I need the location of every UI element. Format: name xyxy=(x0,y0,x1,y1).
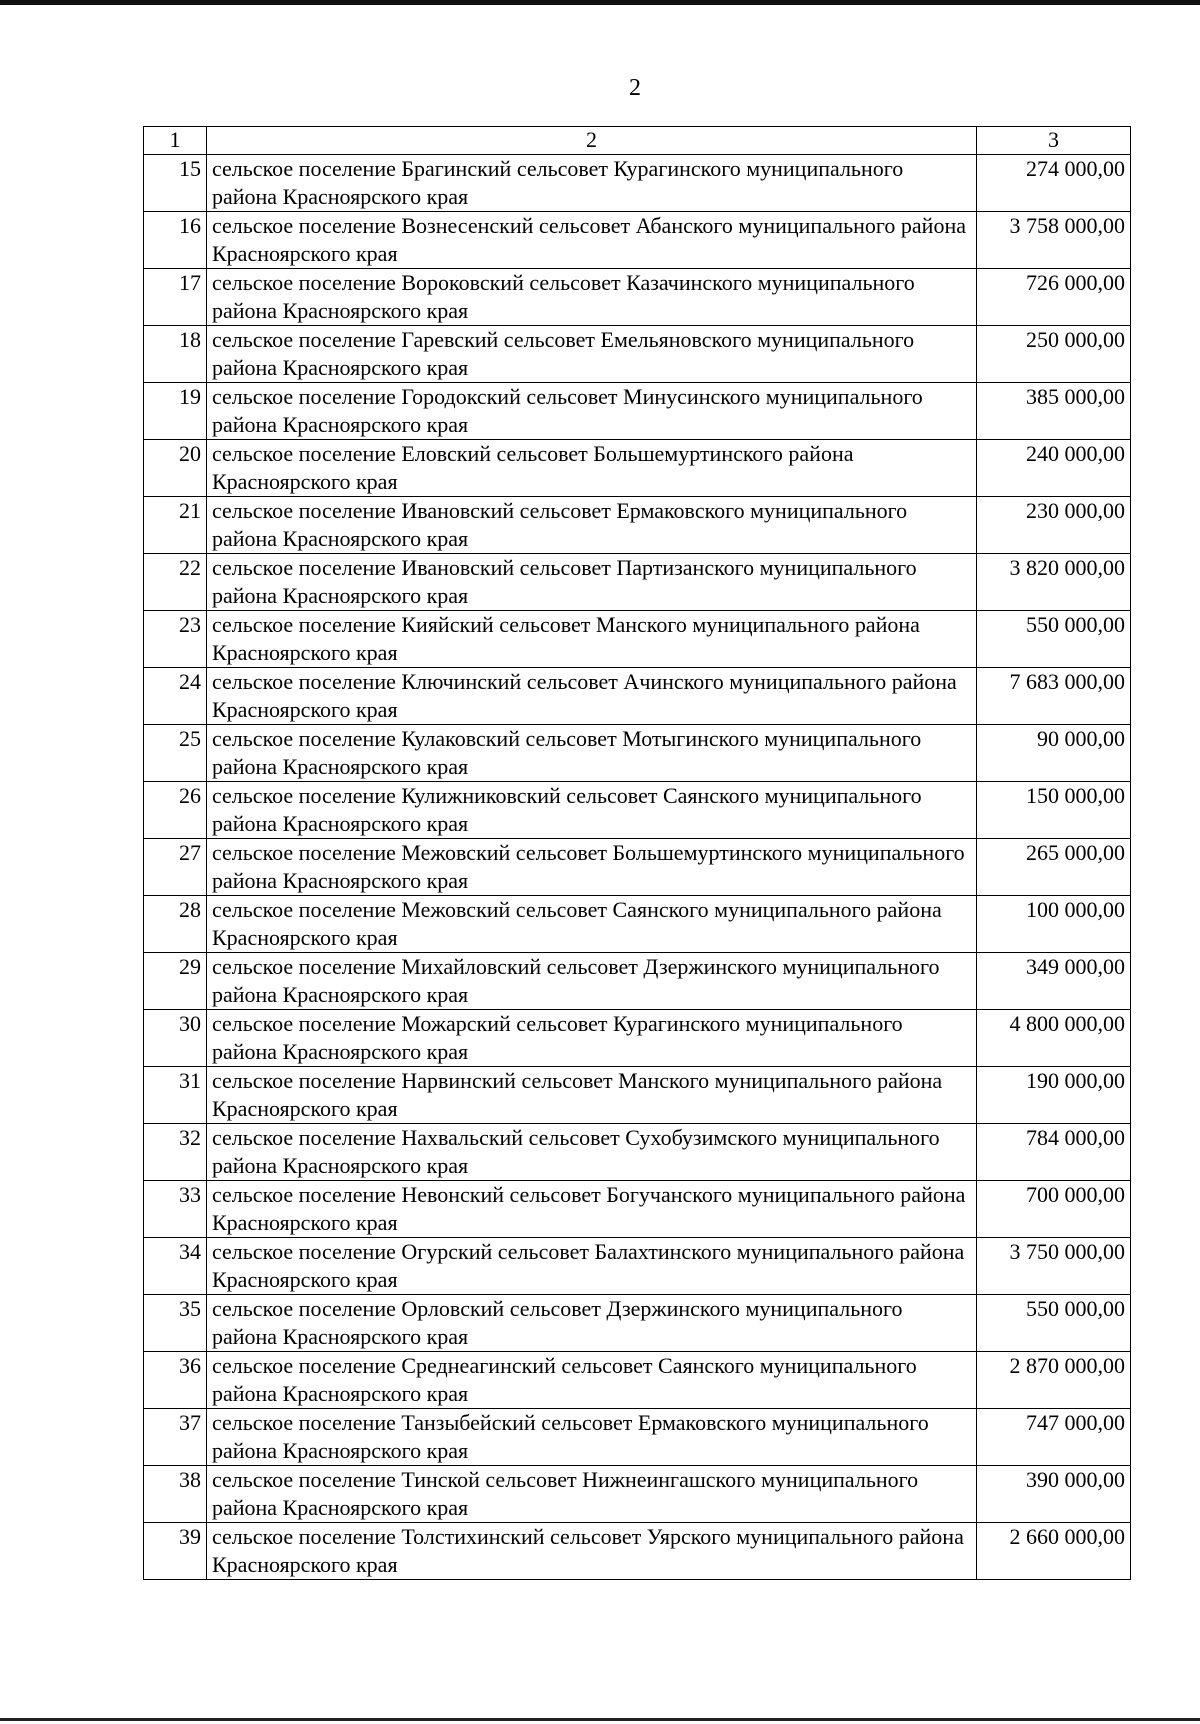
table-row xyxy=(144,1523,1131,1580)
row-number-cell: 35 xyxy=(144,1295,207,1352)
row-number-cell: 31 xyxy=(144,1067,207,1124)
amount-cell: 3 758 000,00 xyxy=(977,212,1131,269)
settlement-name-cell: сельское поселение Ивановский сельсовет Партизанского муниципального района Красноярского края xyxy=(207,554,977,611)
amount-cell: 230 000,00 xyxy=(977,497,1131,554)
row-number-cell: 22 xyxy=(144,554,207,611)
table-row xyxy=(144,896,1131,953)
table-row xyxy=(144,212,1131,269)
table-header-row xyxy=(144,127,1131,155)
row-number-cell: 30 xyxy=(144,1010,207,1067)
settlement-name-cell: сельское поселение Вороковский сельсовет Казачинского муниципального района Красноярского края xyxy=(207,269,977,326)
amount-cell: 90 000,00 xyxy=(977,725,1131,782)
amount-cell: 747 000,00 xyxy=(977,1409,1131,1466)
row-number-cell: 28 xyxy=(144,896,207,953)
table-row xyxy=(144,383,1131,440)
amount-cell: 2 660 000,00 xyxy=(977,1523,1131,1580)
table-body xyxy=(144,127,1131,1580)
settlement-name-cell: сельское поселение Толстихинский сельсовет Уярского муниципального района Красноярского края xyxy=(207,1523,977,1580)
row-number-cell: 16 xyxy=(144,212,207,269)
settlement-name-cell: сельское поселение Нарвинский сельсовет Манского муниципального района Красноярского края xyxy=(207,1067,977,1124)
table-row xyxy=(144,668,1131,725)
amount-cell: 349 000,00 xyxy=(977,953,1131,1010)
amount-cell: 390 000,00 xyxy=(977,1466,1131,1523)
amount-cell: 274 000,00 xyxy=(977,155,1131,212)
row-number-cell: 17 xyxy=(144,269,207,326)
table-row xyxy=(144,839,1131,896)
header-cell-amount: 3 xyxy=(977,127,1131,155)
settlement-name-cell: сельское поселение Еловский сельсовет Большемуртинского района Красноярского края xyxy=(207,440,977,497)
table-row xyxy=(144,1067,1131,1124)
row-number-cell: 25 xyxy=(144,725,207,782)
amount-cell: 700 000,00 xyxy=(977,1181,1131,1238)
allocation-table xyxy=(143,126,1131,1580)
table-row xyxy=(144,1352,1131,1409)
page-bottom-edge xyxy=(0,1718,1200,1721)
amount-cell: 385 000,00 xyxy=(977,383,1131,440)
amount-cell: 3 820 000,00 xyxy=(977,554,1131,611)
row-number-cell: 19 xyxy=(144,383,207,440)
table-row xyxy=(144,326,1131,383)
row-number-cell: 38 xyxy=(144,1466,207,1523)
settlement-name-cell: сельское поселение Кулижниковский сельсовет Саянского муниципального района Красноярского края xyxy=(207,782,977,839)
table-row xyxy=(144,1238,1131,1295)
row-number-cell: 33 xyxy=(144,1181,207,1238)
page-number: 2 xyxy=(629,75,641,101)
amount-cell: 3 750 000,00 xyxy=(977,1238,1131,1295)
table-row xyxy=(144,1010,1131,1067)
table-row xyxy=(144,1295,1131,1352)
row-number-cell: 23 xyxy=(144,611,207,668)
settlement-name-cell: сельское поселение Танзыбейский сельсовет Ермаковского муниципального района Красноярского края xyxy=(207,1409,977,1466)
row-number-cell: 21 xyxy=(144,497,207,554)
settlement-name-cell: сельское поселение Кулаковский сельсовет Мотыгинского муниципального района Красноярского края xyxy=(207,725,977,782)
settlement-name-cell: сельское поселение Можарский сельсовет Курагинского муниципального района Красноярского края xyxy=(207,1010,977,1067)
row-number-cell: 32 xyxy=(144,1124,207,1181)
header-cell-name: 2 xyxy=(207,127,977,155)
amount-cell: 240 000,00 xyxy=(977,440,1131,497)
table-row xyxy=(144,155,1131,212)
settlement-name-cell: сельское поселение Невонский сельсовет Богучанского муниципального района Красноярского края xyxy=(207,1181,977,1238)
row-number-cell: 29 xyxy=(144,953,207,1010)
table-row xyxy=(144,1409,1131,1466)
settlement-name-cell: сельское поселение Орловский сельсовет Дзержинского муниципального района Красноярского края xyxy=(207,1295,977,1352)
settlement-name-cell: сельское поселение Михайловский сельсовет Дзержинского муниципального района Красноярского края xyxy=(207,953,977,1010)
table-row xyxy=(144,554,1131,611)
row-number-cell: 18 xyxy=(144,326,207,383)
settlement-name-cell: сельское поселение Межовский сельсовет Саянского муниципального района Красноярского края xyxy=(207,896,977,953)
settlement-name-cell: сельское поселение Нахвальский сельсовет Сухобузимского муниципального района Красноярского края xyxy=(207,1124,977,1181)
table-row xyxy=(144,1181,1131,1238)
table-row xyxy=(144,269,1131,326)
table-row xyxy=(144,440,1131,497)
row-number-cell: 24 xyxy=(144,668,207,725)
settlement-name-cell: сельское поселение Межовский сельсовет Большемуртинского муниципального района Красноярского края xyxy=(207,839,977,896)
amount-cell: 784 000,00 xyxy=(977,1124,1131,1181)
amount-cell: 7 683 000,00 xyxy=(977,668,1131,725)
row-number-cell: 20 xyxy=(144,440,207,497)
table-row xyxy=(144,1124,1131,1181)
settlement-name-cell: сельское поселение Ключинский сельсовет Ачинского муниципального района Красноярского края xyxy=(207,668,977,725)
settlement-name-cell: сельское поселение Ивановский сельсовет Ермаковского муниципального района Красноярского края xyxy=(207,497,977,554)
settlement-name-cell: сельское поселение Брагинский сельсовет Курагинского муниципального района Красноярского края xyxy=(207,155,977,212)
amount-cell: 550 000,00 xyxy=(977,611,1131,668)
page-top-edge xyxy=(0,0,1200,5)
table-row xyxy=(144,782,1131,839)
settlement-name-cell: сельское поселение Городокский сельсовет Минусинского муниципального района Красноярского края xyxy=(207,383,977,440)
table-row xyxy=(144,725,1131,782)
settlement-name-cell: сельское поселение Кияйский сельсовет Манского муниципального района Красноярского края xyxy=(207,611,977,668)
settlement-name-cell: сельское поселение Гаревский сельсовет Емельяновского муниципального района Красноярского края xyxy=(207,326,977,383)
amount-cell: 265 000,00 xyxy=(977,839,1131,896)
row-number-cell: 15 xyxy=(144,155,207,212)
row-number-cell: 39 xyxy=(144,1523,207,1580)
amount-cell: 250 000,00 xyxy=(977,326,1131,383)
table-row xyxy=(144,953,1131,1010)
amount-cell: 100 000,00 xyxy=(977,896,1131,953)
row-number-cell: 34 xyxy=(144,1238,207,1295)
table-row xyxy=(144,1466,1131,1523)
settlement-name-cell: сельское поселение Огурский сельсовет Балахтинского муниципального района Красноярского края xyxy=(207,1238,977,1295)
row-number-cell: 26 xyxy=(144,782,207,839)
amount-cell: 550 000,00 xyxy=(977,1295,1131,1352)
amount-cell: 726 000,00 xyxy=(977,269,1131,326)
table-row xyxy=(144,497,1131,554)
settlement-name-cell: сельское поселение Вознесенский сельсовет Абанского муниципального района Красноярского края xyxy=(207,212,977,269)
row-number-cell: 27 xyxy=(144,839,207,896)
settlement-name-cell: сельское поселение Тинской сельсовет Нижнеингашского муниципального района Красноярского края xyxy=(207,1466,977,1523)
amount-cell: 190 000,00 xyxy=(977,1067,1131,1124)
amount-cell: 2 870 000,00 xyxy=(977,1352,1131,1409)
amount-cell: 4 800 000,00 xyxy=(977,1010,1131,1067)
settlement-name-cell: сельское поселение Среднеагинский сельсовет Саянского муниципального района Красноярского края xyxy=(207,1352,977,1409)
header-cell-number: 1 xyxy=(144,127,207,155)
amount-cell: 150 000,00 xyxy=(977,782,1131,839)
row-number-cell: 36 xyxy=(144,1352,207,1409)
table-row xyxy=(144,611,1131,668)
row-number-cell: 37 xyxy=(144,1409,207,1466)
